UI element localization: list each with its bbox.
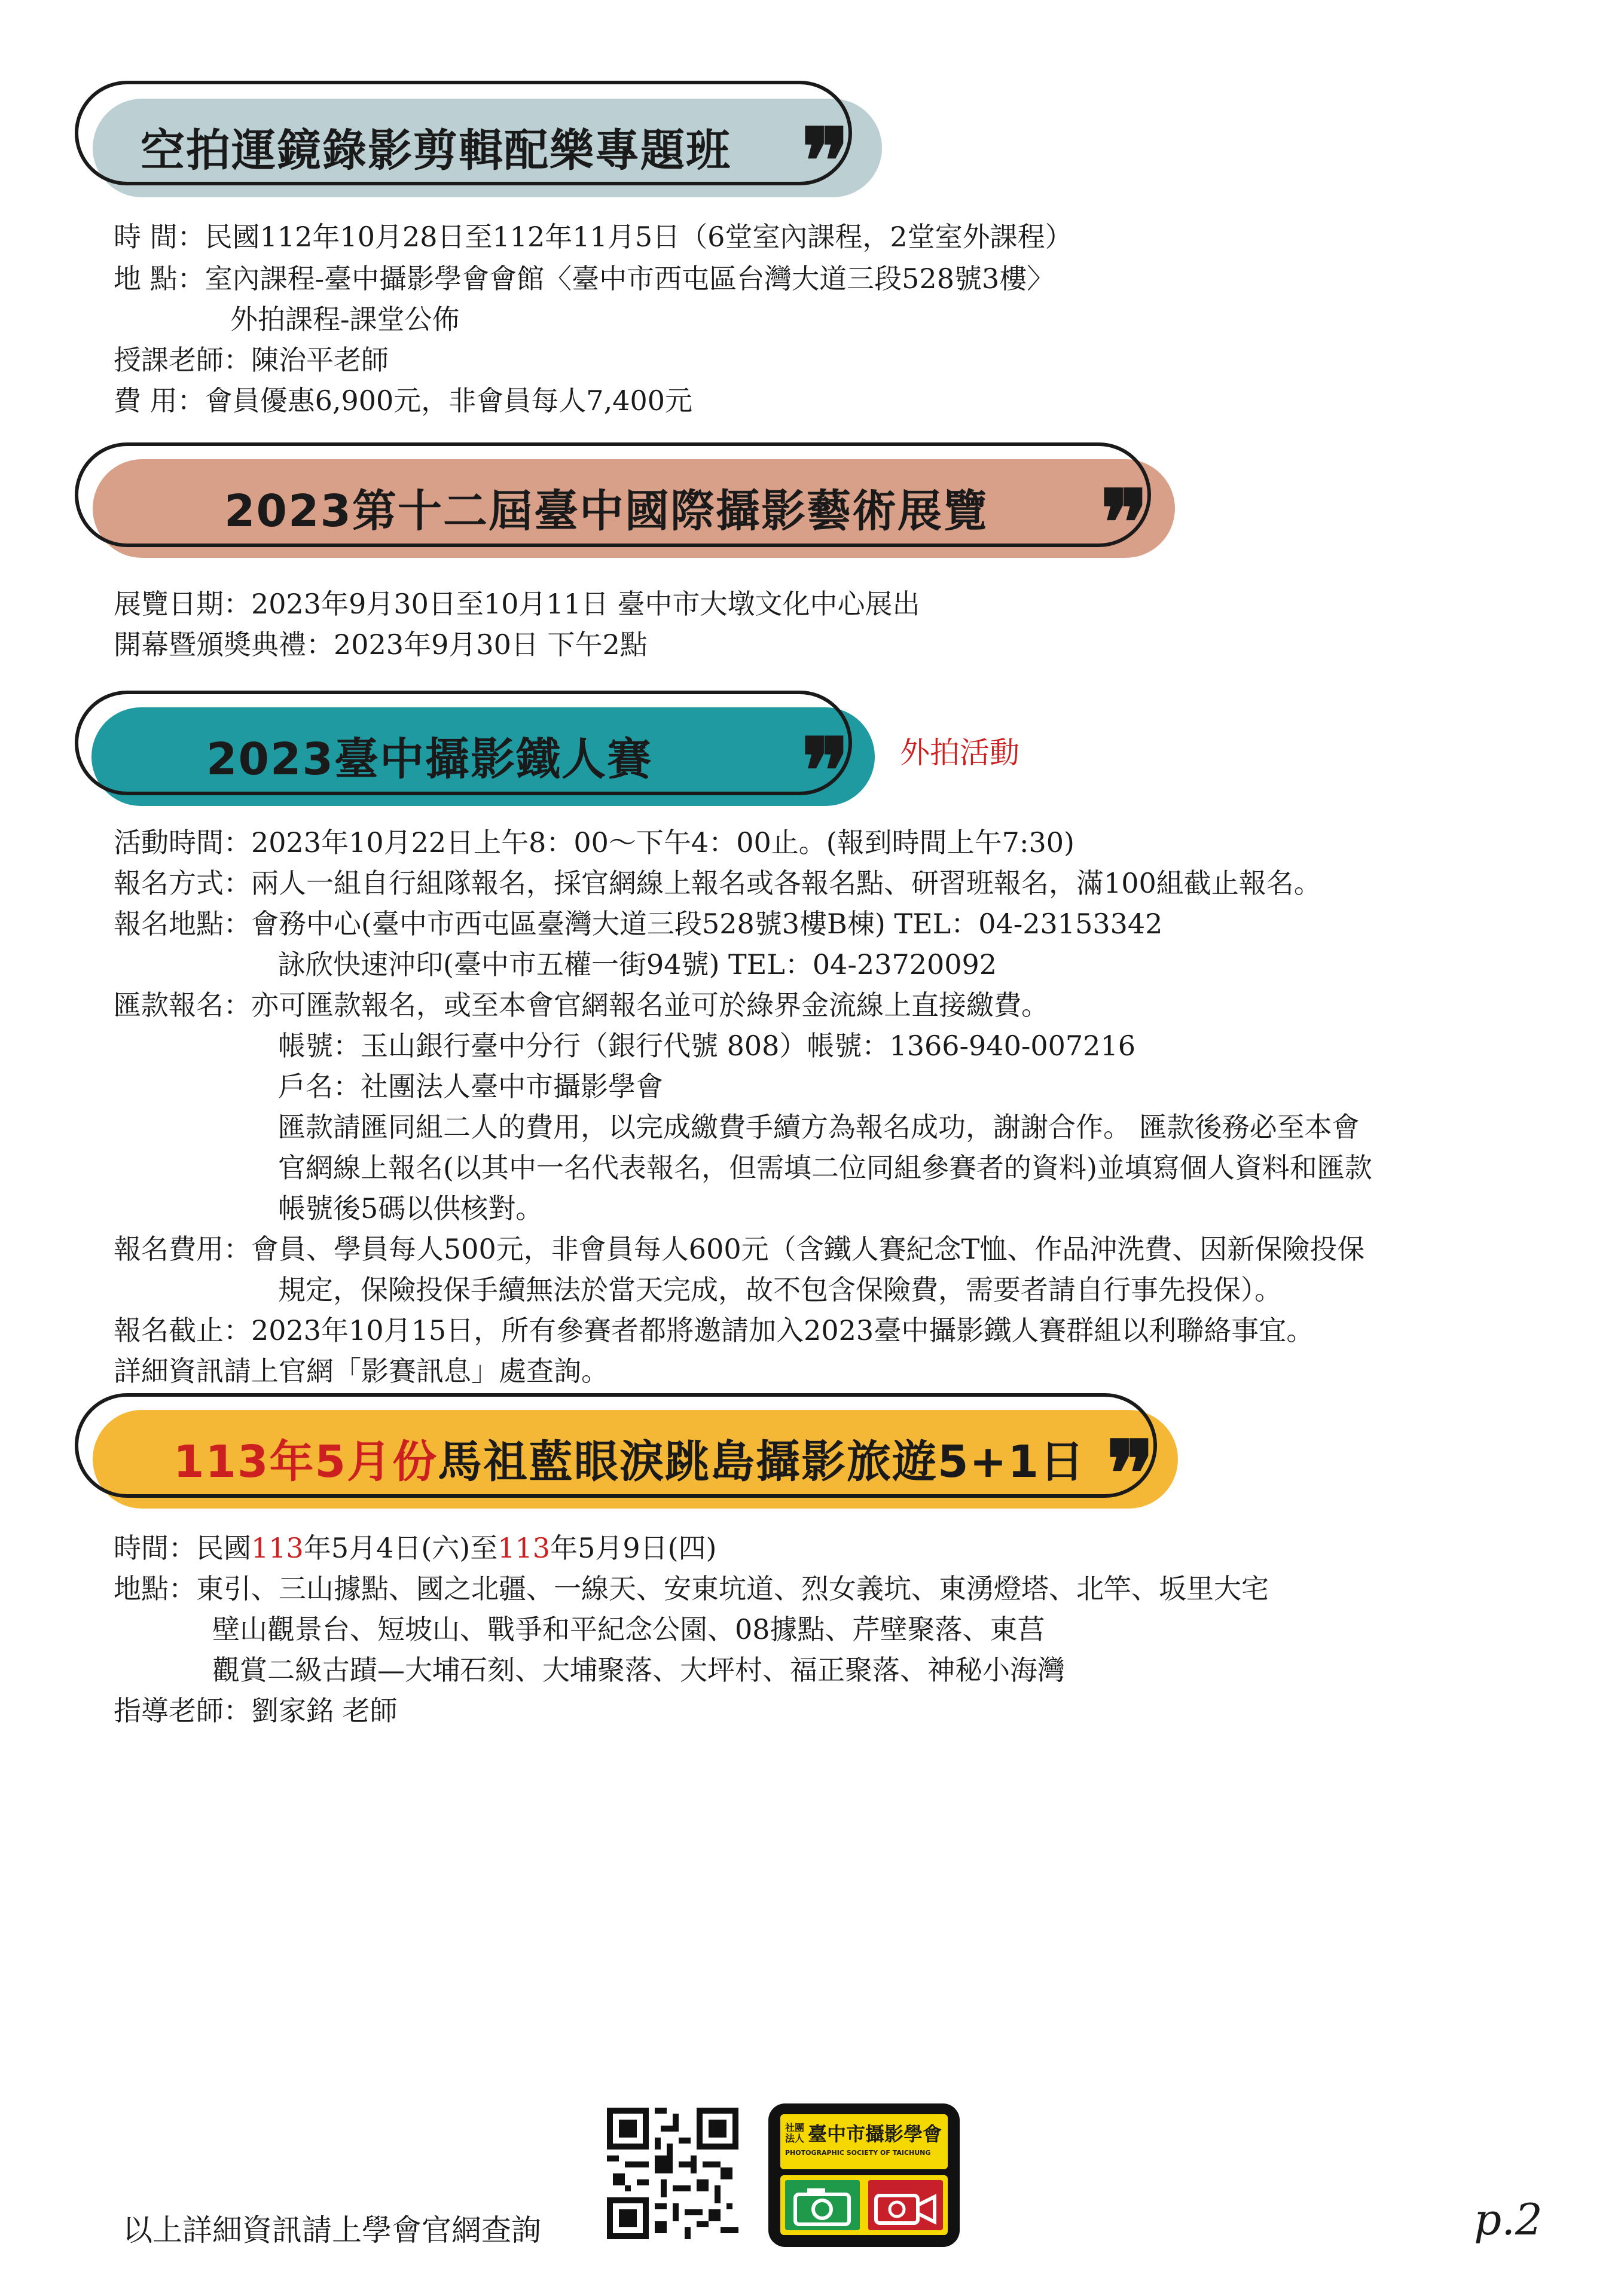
page-number: p.2: [1474, 2194, 1543, 2245]
logo-header: [780, 2114, 948, 2169]
section-2-title: 2023第十二屆臺中國際攝影藝術展覽: [224, 486, 988, 537]
tour-time-end: 年5月9日(四): [550, 1532, 717, 1564]
course-outdoor: 外拍課程-課堂公佈: [230, 303, 460, 335]
ironman-more-info: 詳細資訊請上官網「影賽訊息」處查詢。: [114, 1355, 609, 1387]
section-4-title-date: 113年5月份: [173, 1436, 438, 1488]
remittance-note-3: 帳號後5碼以供核對。: [278, 1192, 544, 1225]
opening-ceremony: 開幕暨頒獎典禮：2023年9月30日 下午2點: [114, 628, 648, 661]
tour-time: [114, 1528, 717, 1568]
section-1-title: 空拍運鏡錄影剪輯配樂專題班: [141, 125, 731, 176]
tour-teacher: 指導老師：劉家銘 老師: [114, 1694, 398, 1727]
logo-line1: 社團法人: [785, 2122, 805, 2144]
ironman-fee-1: 報名費用：會員、學員每人500元，非會員每人600元（含鐵人賽紀念T恤、作品沖洗費、因新保險投保: [114, 1233, 1365, 1265]
account-name: 戶名：社團法人臺中市攝影學會: [278, 1070, 663, 1103]
course-location: 地 點：室內課程-臺中攝影學會會館〈臺中市西屯區台灣大道三段528號3樓〉: [114, 262, 1055, 295]
society-logo: [768, 2103, 960, 2247]
camera-icon: [780, 2175, 948, 2235]
tour-year-start: 113: [251, 1532, 304, 1564]
quote-icon: ❞: [1106, 1421, 1155, 1526]
section-1-banner: [75, 81, 882, 214]
bank-account: 帳號：玉山銀行臺中分行（銀行代號 808）帳號：1366-940-007216: [278, 1030, 1135, 1062]
section-4-title: [173, 1427, 1085, 1490]
quote-icon: ❞: [801, 719, 850, 824]
section-3-title: 2023臺中攝影鐵人賽: [206, 734, 652, 785]
ironman-method: 報名方式：兩人一組自行組隊報名，採官網線上報名或各報名點、研習班報名，滿100組截止報名。: [114, 867, 1321, 899]
ironman-time: 活動時間：2023年10月22日上午8：00～下午4：00止。(報到時間上午7:30): [114, 826, 1074, 859]
logo-english: PHOTOGRAPHIC SOCIETY OF TAICHUNG: [785, 2149, 931, 2157]
tour-location-3: 觀賞二級古蹟—大埔石刻、大埔聚落、大坪村、福正聚落、神秘小海灣: [212, 1654, 1065, 1686]
course-fee: 費 用：會員優惠6,900元，非會員每人7,400元: [114, 384, 692, 417]
logo-film-strip: [780, 2175, 948, 2235]
section-2-banner: [75, 442, 1175, 576]
footer-note: 以上詳細資訊請上學會官網查詢: [123, 2213, 541, 2248]
tour-year-end: 113: [497, 1532, 551, 1564]
outdoor-activity-tag: 外拍活動: [900, 735, 1019, 770]
ironman-venue-2: 詠欣快速沖印(臺中市五權一街94號) TEL：04-23720092: [278, 948, 997, 981]
quote-icon: ❞: [1100, 471, 1149, 576]
course-teacher: 授課老師：陳治平老師: [114, 344, 389, 376]
tour-time-label: 時間：民國: [114, 1532, 251, 1564]
ironman-deadline: 報名截止：2023年10月15日，所有參賽者都將邀請加入2023臺中攝影鐵人賽群組以利聯絡事宜。: [114, 1314, 1314, 1347]
section-3-banner: [75, 691, 882, 824]
ironman-fee-2: 規定，保險投保手續無法於當天完成，故不包含保險費，需要者請自行事先投保）。: [278, 1274, 1282, 1306]
exhibition-dates: 展覽日期：2023年9月30日至10月11日 臺中市大墩文化中心展出: [114, 588, 920, 620]
remittance: 匯款報名：亦可匯款報名，或至本會官網報名並可於綠界金流線上直接繳費。: [114, 989, 1049, 1021]
remittance-note-2: 官網線上報名(以其中一名代表報名，但需填二位同組參賽者的資料)並填寫個人資料和匯款: [278, 1152, 1372, 1184]
ironman-venue-1: 報名地點：會務中心(臺中市西屯區臺灣大道三段528號3樓B棟) TEL：04-23153342: [114, 908, 1163, 940]
tour-location-1: 地點：東引、三山據點、國之北疆、一線天、安東坑道、烈女義坑、東湧燈塔、北竿、坂里大宅: [114, 1573, 1269, 1605]
course-time: 時 間：民國112年10月28日至112年11月5日（6堂室內課程，2堂室外課程）: [114, 221, 1073, 253]
qr-code-graphic: [607, 2108, 738, 2239]
quote-icon: ❞: [801, 109, 850, 214]
qr-code[interactable]: [607, 2108, 738, 2239]
section-4-title-main: 馬祖藍眼淚跳島攝影旅遊5+1日: [437, 1436, 1085, 1488]
tour-location-2: 壁山觀景台、短坡山、戰爭和平紀念公園、08據點、芹壁聚落、東莒: [212, 1613, 1045, 1645]
section-4-banner: [75, 1393, 1181, 1526]
remittance-note-1: 匯款請匯同組二人的費用，以完成繳費手續方為報名成功，謝謝合作。 匯款後務必至本會: [278, 1111, 1360, 1143]
logo-name: 臺中市攝影學會: [808, 2123, 942, 2145]
tour-time-mid: 年5月4日(六)至: [303, 1532, 498, 1564]
